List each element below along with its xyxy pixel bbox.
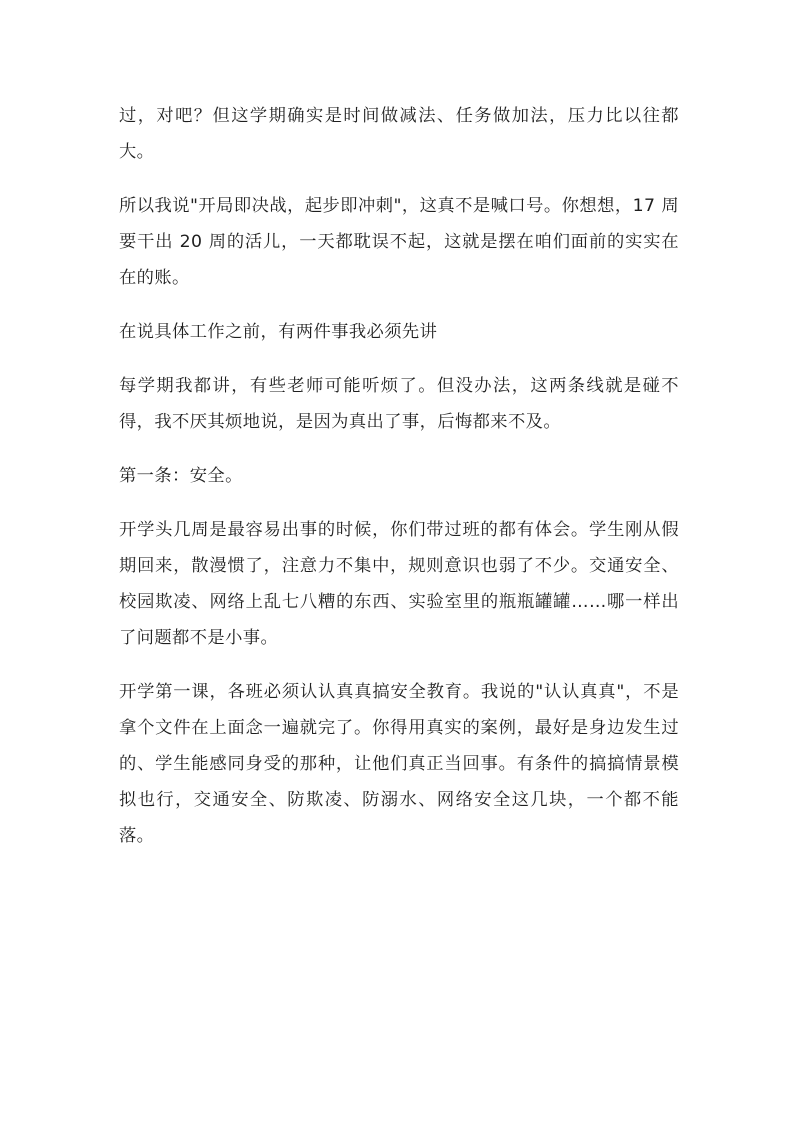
document-body [119, 98, 679, 872]
paragraph-4: 每学期我都讲，有些老师可能听烦了。但没办法，这两条线就是碰不得，我不厌其烦地说，是因为真出了事，后悔都来不及。 [119, 376, 679, 432]
paragraph-5: 第一条：安全。 [119, 466, 243, 486]
paragraph-6: 开学头几周是最容易出事的时候，你们带过班的都有体会。学生刚从假期回来，散漫惯了，注意力不集中，规则意识也弱了不少。交通安全、校园欺凌、网络上乱七八糟的东西、实验室里的瓶瓶罐罐……哪一样出了问题都不是小事。 [119, 520, 679, 648]
paragraph-2: 所以我说"开局即决战，起步即冲刺"，这真不是喊口号。你想想，17 周要干出 20 周的活儿，一天都耽误不起，这就是摆在咱们面前的实实在在的账。 [119, 196, 679, 288]
paragraph-7: 开学第一课，各班必须认认真真搞安全教育。我说的"认认真真"，不是拿个文件在上面念一遍就完了。你得用真实的案例，最好是身边发生过的、学生能感同身受的那种，让他们真正当回事。有条件的搞搞情景模拟也行，交通安全、防欺凌、防溺水、网络安全这几块，一个都不能落。 [119, 682, 679, 846]
paragraph-1: 过，对吧？但这学期确实是时间做减法、任务做加法，压力比以往都大。 [119, 106, 679, 162]
paragraph-3: 在说具体工作之前，有两件事我必须先讲 [119, 322, 438, 342]
